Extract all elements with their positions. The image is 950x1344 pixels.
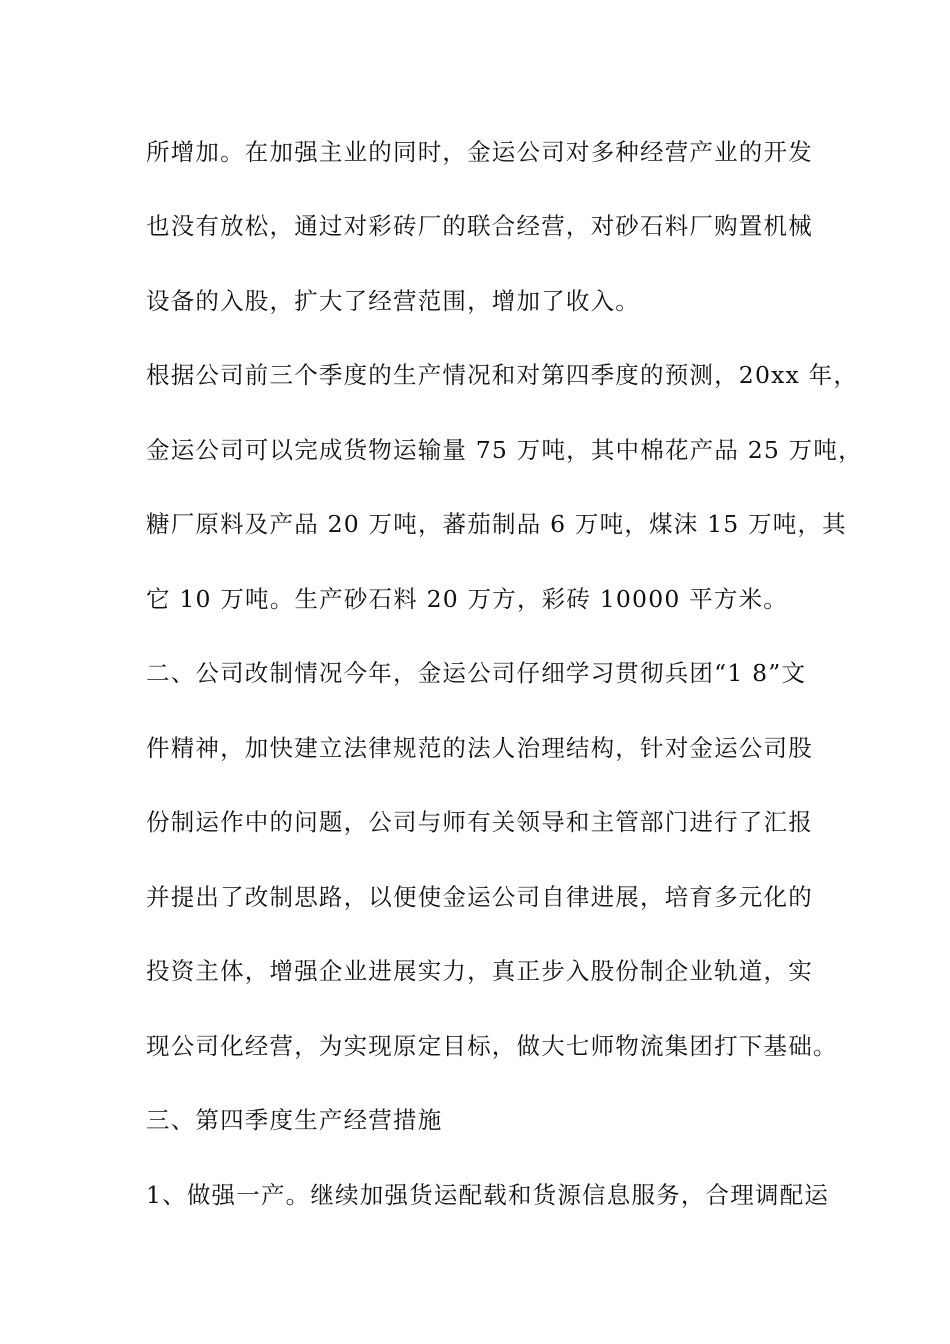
- text-line: 它 10 万吨。生产砂石料 20 万方，彩砖 10000 平方米。: [146, 585, 788, 613]
- text-line: 所增加。在加强主业的同时，金运公司对多种经营产业的开发: [146, 138, 813, 166]
- text-line: 投资主体，增强企业进展实力，真正步入股份制企业轨道，实: [146, 957, 813, 985]
- text-line: 二、公司改制情况今年，金运公司仔细学习贯彻兵团“1 8”文: [146, 659, 807, 687]
- text-line: 根据公司前三个季度的生产情况和对第四季度的预测，20xx 年，: [146, 361, 859, 389]
- section-heading: 三、第四季度生产经营措施: [146, 1106, 443, 1134]
- text-line: 也没有放松，通过对彩砖厂的联合经营，对砂石料厂购置机械: [146, 212, 813, 240]
- text-line: 并提出了改制思路，以便使金运公司自律进展，培育多元化的: [146, 883, 813, 911]
- text-line: 金运公司可以完成货物运输量 75 万吨，其中棉花产品 25 万吨，: [146, 436, 863, 464]
- text-line: 现公司化经营，为实现原定目标，做大七师物流集团打下基础。: [146, 1032, 838, 1060]
- text-line: 糖厂原料及产品 20 万吨，蕃茄制品 6 万吨，煤沫 15 万吨，其: [146, 510, 847, 538]
- text-line: 1、做强一产。继续加强货运配载和货源信息服务，合理调配运: [146, 1181, 830, 1209]
- text-line: 设备的入股，扩大了经营范围，增加了收入。: [146, 287, 640, 315]
- text-line: 件精神，加快建立法律规范的法人治理结构，针对金运公司股: [146, 734, 813, 762]
- text-line: 份制运作中的问题，公司与师有关领导和主管部门进行了汇报: [146, 808, 813, 836]
